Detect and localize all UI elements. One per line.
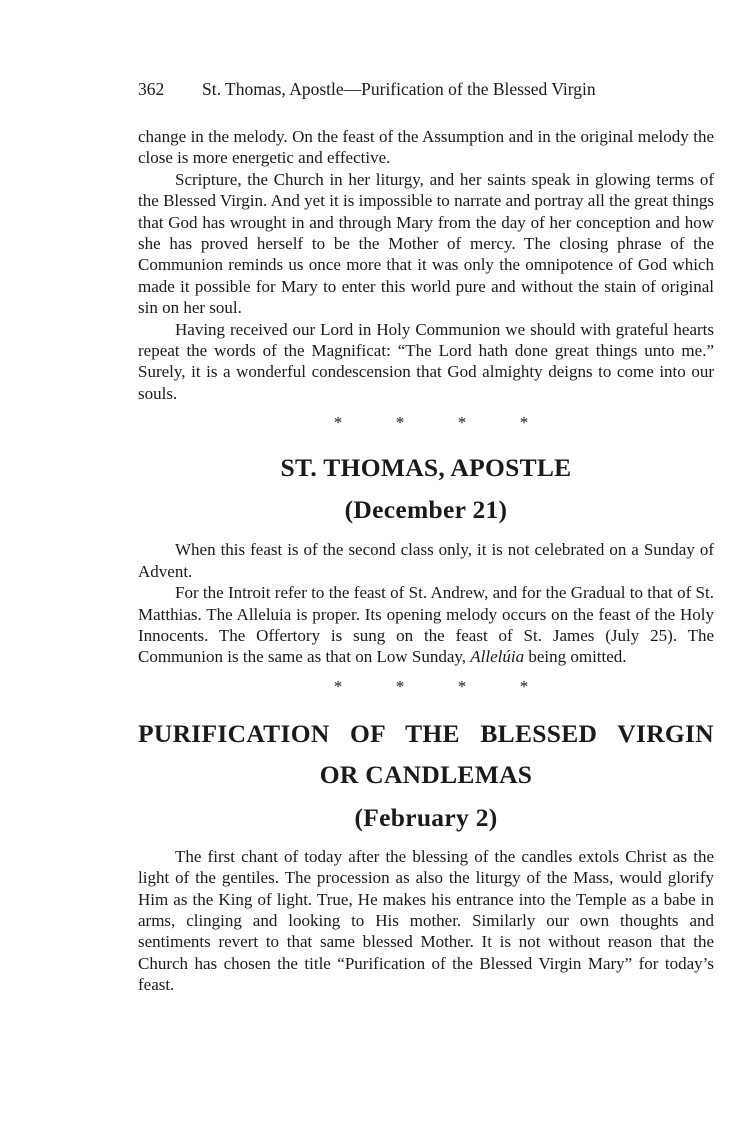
asterisk: * — [395, 413, 405, 433]
section-title: ST. THOMAS, APOSTLE — [280, 453, 572, 483]
running-head — [138, 78, 714, 100]
purification-section — [138, 717, 714, 996]
running-title: St. Thomas, Apostle—Purification of the Blessed Virgin — [202, 79, 596, 99]
section-date: (December 21) — [344, 495, 508, 525]
st-thomas-section — [138, 451, 714, 667]
section-date: (February 2) — [354, 802, 498, 832]
section-separator — [138, 676, 714, 697]
asterisk: * — [519, 676, 529, 696]
asterisk: * — [395, 676, 405, 696]
paragraph — [138, 582, 714, 668]
paragraph-text: being omitted. — [524, 647, 627, 667]
asterisk: * — [457, 676, 467, 696]
paragraph: change in the melody. On the feast of the Assumption and in the original melody the close is more energetic and effective. — [138, 127, 714, 168]
book-page — [138, 78, 714, 996]
asterisk: * — [457, 413, 467, 433]
asterisk: * — [519, 413, 529, 433]
section-title-line-1: PURIFICATION OF THE BLESSED VIRGIN — [138, 718, 714, 748]
paragraph: When this feast is of the second class only, it is not celebrated on a Sunday of Advent. — [138, 540, 714, 581]
asterisk: * — [333, 676, 343, 696]
italic-term: Allelúia — [470, 647, 525, 667]
paragraph-text: For the Introit refer to the feast of St. Andrew, and for the Gradual to that of St. Matthias. The Alleluia is proper. Its opening melody occurs on the feast of the Holy Innocents. The Offertory is sung on the feast of St. James (July 25). The Communion is the same as that on Low Sunday, — [138, 583, 714, 667]
section-separator — [138, 412, 714, 433]
section-title-line-2: OR CANDLEMAS — [319, 759, 533, 789]
assumption-section — [138, 126, 714, 404]
asterisk: * — [333, 413, 343, 433]
paragraph: The first chant of today after the blessing of the candles extols Christ as the light of the gentiles. The procession as also the liturgy of the Mass, would glorify Him as the King of light. True, He makes his entrance into the Temple as a babe in arms, clinging and looking to His mother. Similarly our own thoughts and sentiments revert to that same blessed Mother. It is not without reason that the Church has chosen the title “Purification of the Blessed Virgin Mary” for today’s feast. — [138, 846, 714, 995]
paragraph: Having received our Lord in Holy Communion we should with grateful hearts repeat the words of the Magnificat: “The Lord hath done great things unto me.” Surely, it is a wonderful condescension that God almighty deigns to come into our souls. — [138, 319, 714, 403]
page-number: 362 — [138, 79, 165, 99]
paragraph: Scripture, the Church in her liturgy, and her saints speak in glowing terms of the Blessed Virgin. And yet it is impossible to narrate and portray all the great things that God has wrought in and through Mary from the day of her conception and how she has proved herself to be the Mother of mercy. The closing phrase of the Communion reminds us once more that it was only the omnipotence of God which made it possible for Mary to enter this world pure and without the stain of original sin on her soul. — [138, 169, 714, 318]
